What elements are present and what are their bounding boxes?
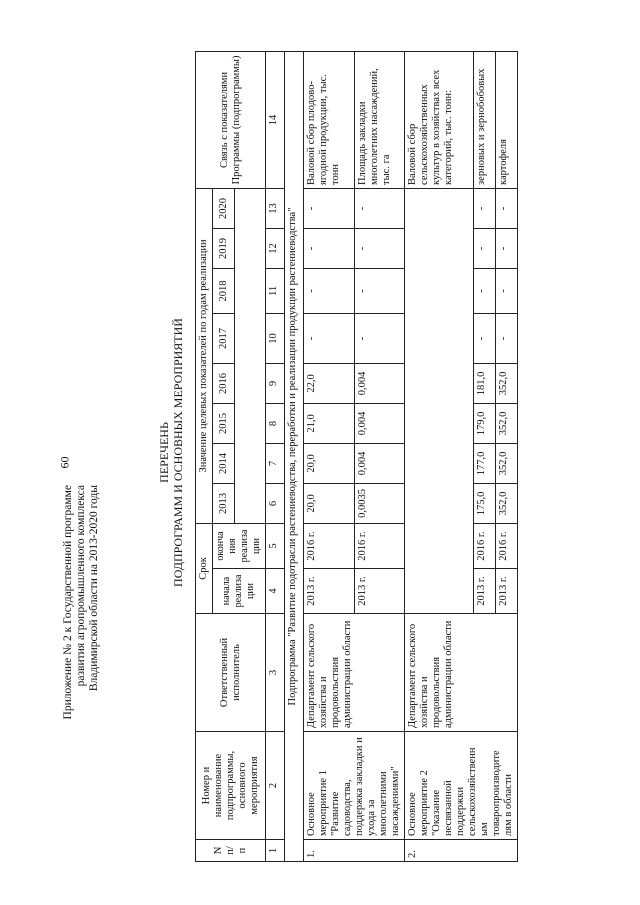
appendix-line: развития агропромышленного комплекса: [75, 485, 87, 687]
page-number: 60: [57, 456, 72, 469]
value-2017: -: [304, 313, 355, 363]
value-2017: -: [495, 313, 517, 363]
column-number: 8: [266, 403, 285, 443]
header-year: 2018: [213, 268, 235, 313]
column-number: 11: [266, 268, 285, 313]
row-executor: Департамент сельского хозяйства и продовольствия администрации области: [304, 614, 405, 732]
row-number: 1.: [304, 840, 405, 862]
value-2020: -: [495, 188, 517, 228]
appendix-note: [62, 485, 101, 845]
header-n: N п/ п: [196, 840, 266, 862]
value-2016: 181,0: [473, 363, 495, 403]
column-number: 6: [266, 483, 285, 523]
link-indicator: Площадь закладки многолетних насаждений, тыс. га: [354, 51, 405, 188]
subprogram-row: [285, 51, 304, 861]
value-2017: -: [473, 313, 495, 363]
column-number: 12: [266, 228, 285, 268]
header-row: [196, 51, 213, 861]
value-2015: 21,0: [304, 403, 355, 443]
header-year: 2017: [213, 313, 235, 363]
header-term-end: оконча ния реализа ции: [213, 523, 266, 568]
link-indicator: Валовой сбор плодово-ягодной продукции, тыс. тонн: [304, 51, 355, 188]
value-2017: -: [354, 313, 405, 363]
value-2014: 177,0: [473, 443, 495, 483]
term-start: 2013 г.: [495, 569, 517, 614]
term-end: 2016 г.: [304, 523, 355, 568]
value-2018: -: [495, 268, 517, 313]
value-2014: 352,0: [495, 443, 517, 483]
value-2019: -: [304, 228, 355, 268]
value-2016: 0,004: [354, 363, 405, 403]
column-number-row: [266, 51, 285, 861]
value-2019: -: [473, 228, 495, 268]
appendix-line: Приложение № 2 к Государственной программе: [62, 485, 74, 720]
document-title: [157, 0, 185, 905]
table-row: [405, 51, 474, 861]
measures-table: [195, 51, 518, 862]
value-2015: 179,0: [473, 403, 495, 443]
term-start: 2013 г.: [473, 569, 495, 614]
header-term: Срок: [196, 523, 213, 613]
value-2020: -: [304, 188, 355, 228]
value-2013: 20,0: [304, 483, 355, 523]
value-2020: -: [473, 188, 495, 228]
table-row: [304, 51, 355, 861]
value-2019: -: [495, 228, 517, 268]
term-start: 2013 г.: [304, 569, 355, 614]
value-2019: -: [354, 228, 405, 268]
value-2013: 175,0: [473, 483, 495, 523]
header-year: 2019: [213, 228, 235, 268]
row-name: Основное мероприятие 1 "Развитие садоводства, поддержка закладки и ухода за многолетними насаждениями": [304, 732, 405, 840]
header-year: 2020: [213, 188, 235, 228]
row-executor: Департамент сельского хозяйства и продовольствия администрации области: [405, 614, 518, 732]
column-number: 4: [266, 569, 285, 614]
header-link: Связь с показателями Программы (подпрограммы): [196, 51, 266, 188]
value-2013: 0,0035: [354, 483, 405, 523]
header-year: 2013: [213, 483, 235, 523]
header-executor: Ответственный исполнитель: [196, 614, 266, 732]
row-name: Основное мероприятие 2 "Оказание несвязанной поддержки сельскохозяйственн ым товаропроизводите лям в области: [405, 732, 518, 840]
link-indicator: картофеля: [495, 51, 517, 188]
title-line: ПОДПРОГРАММ И ОСНОВНЫХ МЕРОПРИЯТИЙ: [171, 318, 185, 587]
value-2013: 352,0: [495, 483, 517, 523]
link-indicator: зерновых и зернобобовых: [473, 51, 495, 188]
header-spacer: [235, 188, 266, 523]
column-number: 13: [266, 188, 285, 228]
column-number: 1: [266, 840, 285, 862]
value-2020: -: [354, 188, 405, 228]
value-2014: 20,0: [304, 443, 355, 483]
value-2018: -: [473, 268, 495, 313]
column-number: 10: [266, 313, 285, 363]
blank-cell: [405, 188, 474, 613]
term-end: 2016 г.: [354, 523, 405, 568]
header-year: 2015: [213, 403, 235, 443]
column-number: 2: [266, 732, 285, 840]
term-end: 2016 г.: [495, 523, 517, 568]
term-start: 2013 г.: [354, 569, 405, 614]
row-number: 2.: [405, 840, 518, 862]
column-number: 9: [266, 363, 285, 403]
value-2018: -: [304, 268, 355, 313]
column-number: 7: [266, 443, 285, 483]
value-2015: 352,0: [495, 403, 517, 443]
header-year: 2016: [213, 363, 235, 403]
header-name: Номер и наименование подпрограммы, основного мероприятия: [196, 732, 266, 840]
header-targets: Значение целевых показателей по годам реализации: [196, 188, 213, 523]
column-number: 14: [266, 51, 285, 188]
value-2016: 352,0: [495, 363, 517, 403]
column-number: 5: [266, 523, 285, 568]
title-line: ПЕРЕЧЕНЬ: [157, 422, 171, 483]
term-end: 2016 г.: [473, 523, 495, 568]
subprogram-title: Подпрограмма "Развитие подотрасли растениеводства, переработки и реализации продукции растениеводства": [285, 51, 304, 861]
appendix-line: Владимирской области на 2013-2020 годы: [88, 485, 100, 692]
link-indicator-intro: Валовой сбор сельскохозяйственных культур в хозяйствах всех категорий, тыс. тонн:: [405, 51, 474, 188]
value-2014: 0,004: [354, 443, 405, 483]
value-2018: -: [354, 268, 405, 313]
header-term-start: начала реализа ции: [213, 569, 266, 614]
column-number: 3: [266, 614, 285, 732]
value-2016: 22,0: [304, 363, 355, 403]
value-2015: 0,004: [354, 403, 405, 443]
header-year: 2014: [213, 443, 235, 483]
